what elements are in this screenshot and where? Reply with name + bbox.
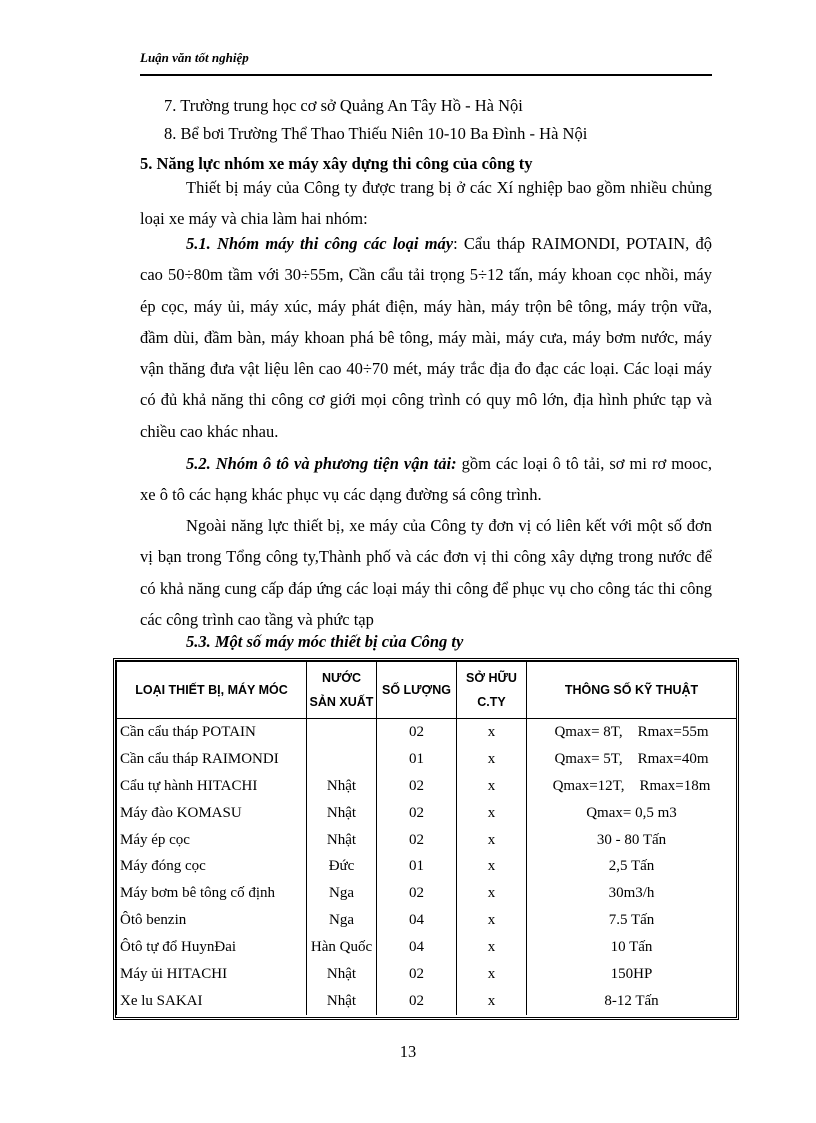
table-row xyxy=(117,988,737,1015)
cell-ownership: x xyxy=(457,800,527,827)
cell-specs: 7.5 Tấn xyxy=(527,907,737,934)
cell-equipment: Máy bơm bê tông cố định xyxy=(117,880,307,907)
cell-origin: Nhật xyxy=(307,827,377,854)
header-specs: THÔNG SỐ KỸ THUẬT xyxy=(527,662,737,719)
cell-origin: Đức xyxy=(307,853,377,880)
table-row xyxy=(117,853,737,880)
cell-origin: Nhật xyxy=(307,988,377,1015)
table-caption: 5.3. Một số máy móc thiết bị của Công ty xyxy=(186,632,464,651)
cell-equipment: Cẩu tự hành HITACHI xyxy=(117,773,307,800)
cell-quantity: 02 xyxy=(377,800,457,827)
cell-ownership: x xyxy=(457,934,527,961)
list-item: 7. Trường trung học cơ sở Quảng An Tây Hồ - Hà Nội xyxy=(164,96,523,115)
cell-equipment: Ôtô benzin xyxy=(117,907,307,934)
cell-equipment: Máy đào KOMASU xyxy=(117,800,307,827)
paragraph-5-1: 5.1. Nhóm máy thi công các loại máy: Cẩu tháp RAIMONDI, POTAIN, độ cao 50÷80m tầm với 30÷55m, Cần cẩu tải trọng 5÷12 tấn, máy khoan cọc nhồi, máy ép cọc, máy ủi, máy xúc, máy phát điện, máy hàn, máy trộn bê tông, máy trộn vữa, đầm dùi, đầm bàn, máy khoan phá bê tông, máy mài, máy cưa, máy bơm nước, máy vận thăng đưa vật liệu lên cao 40÷70 mét, máy trắc địa đo đạc các loại. Các loại máy có đủ khả năng thi công cơ giới mọi công trình có quy mô lớn, địa hình phức tạp và chiều cao khác nhau. xyxy=(140,234,712,441)
cell-ownership: x xyxy=(457,961,527,988)
cell-origin: Nhật xyxy=(307,961,377,988)
table-row xyxy=(117,934,737,961)
cell-quantity: 01 xyxy=(377,853,457,880)
cell-specs: Qmax=12T, Rmax=18m xyxy=(527,773,737,800)
cell-quantity: 02 xyxy=(377,773,457,800)
cell-specs: 150HP xyxy=(527,961,737,988)
cell-origin: Nga xyxy=(307,907,377,934)
table-row xyxy=(117,827,737,854)
cell-specs: Qmax= 8T, Rmax=55m xyxy=(527,719,737,746)
cell-quantity: 01 xyxy=(377,746,457,773)
paragraph-5-2: 5.2. Nhóm ô tô và phương tiện vận tải: gồm các loại ô tô tải, sơ mi rơ mooc, xe ô tô các hạng khác phục vụ các dạng đường sá công trình. xyxy=(140,454,712,505)
cell-equipment: Cần cẩu tháp RAIMONDI xyxy=(117,746,307,773)
header-quantity: SỐ LƯỢNG xyxy=(377,662,457,719)
cell-equipment: Máy ép cọc xyxy=(117,827,307,854)
cell-quantity: 02 xyxy=(377,719,457,746)
cell-ownership: x xyxy=(457,880,527,907)
cell-specs: 8-12 Tấn xyxy=(527,988,737,1015)
table-row xyxy=(117,800,737,827)
cell-ownership: x xyxy=(457,907,527,934)
partner-paragraph: Ngoài năng lực thiết bị, xe máy của Công ty đơn vị có liên kết với một số đơn vị bạn trong Tổng công ty,Thành phố và các đơn vị thi công xây dựng trong nước để có khả năng cung cấp đáp ứng các loại máy thi công để phục vụ cho công tác thi công các công trình cao tầng và phức tạp xyxy=(140,516,712,629)
table-row xyxy=(117,746,737,773)
cell-ownership: x xyxy=(457,773,527,800)
cell-specs: Qmax= 0,5 m3 xyxy=(527,800,737,827)
cell-specs: 2,5 Tấn xyxy=(527,853,737,880)
cell-ownership: x xyxy=(457,827,527,854)
header-equipment: LOẠI THIẾT BỊ, MÁY MÓC xyxy=(117,662,307,719)
header-ownership: SỞ HỮU C.TY xyxy=(457,662,527,719)
list-item: 8. Bể bơi Trường Thể Thao Thiếu Niên 10-10 Ba Đình - Hà Nội xyxy=(164,124,588,143)
table-body xyxy=(117,719,737,1015)
cell-origin: Nhật xyxy=(307,800,377,827)
cell-specs: 30m3/h xyxy=(527,880,737,907)
cell-quantity: 02 xyxy=(377,880,457,907)
cell-equipment: Máy ủi HITACHI xyxy=(117,961,307,988)
table-row xyxy=(117,907,737,934)
header-origin: NƯỚC SẢN XUẤT xyxy=(307,662,377,719)
cell-specs: 30 - 80 Tấn xyxy=(527,827,737,854)
cell-ownership: x xyxy=(457,988,527,1015)
cell-origin: Nhật xyxy=(307,773,377,800)
intro-paragraph: Thiết bị máy của Công ty được trang bị ở các Xí nghiệp bao gồm nhiều chủng loại xe máy và chia làm hai nhóm: xyxy=(140,178,712,229)
running-header: Luận văn tốt nghiệp xyxy=(140,50,249,65)
cell-equipment: Cần cẩu tháp POTAIN xyxy=(117,719,307,746)
equipment-table xyxy=(116,661,737,1015)
cell-origin xyxy=(307,719,377,746)
cell-origin xyxy=(307,746,377,773)
cell-quantity: 02 xyxy=(377,827,457,854)
cell-specs: 10 Tấn xyxy=(527,934,737,961)
table-row xyxy=(117,961,737,988)
cell-quantity: 02 xyxy=(377,961,457,988)
cell-equipment: Ôtô tự đổ HuynĐai xyxy=(117,934,307,961)
table-row xyxy=(117,719,737,746)
cell-quantity: 02 xyxy=(377,988,457,1015)
page-number: 13 xyxy=(399,1042,417,1061)
cell-ownership: x xyxy=(457,719,527,746)
cell-origin: Hàn Quốc xyxy=(307,934,377,961)
cell-quantity: 04 xyxy=(377,934,457,961)
project-list xyxy=(164,92,587,148)
cell-quantity: 04 xyxy=(377,907,457,934)
table-header-row xyxy=(117,662,737,719)
cell-equipment: Máy đóng cọc xyxy=(117,853,307,880)
cell-ownership: x xyxy=(457,746,527,773)
subsection-label-5-2: 5.2. Nhóm ô tô và phương tiện vận tải: xyxy=(186,454,457,473)
cell-equipment: Xe lu SAKAI xyxy=(117,988,307,1015)
section-heading: 5. Năng lực nhóm xe máy xây dựng thi công của công ty xyxy=(140,154,533,173)
table-row xyxy=(117,880,737,907)
equipment-table-frame xyxy=(113,658,739,1020)
table-row xyxy=(117,773,737,800)
header-rule xyxy=(140,74,712,76)
cell-ownership: x xyxy=(457,853,527,880)
subsection-label-5-1: 5.1. Nhóm máy thi công các loại máy xyxy=(186,234,454,253)
cell-specs: Qmax= 5T, Rmax=40m xyxy=(527,746,737,773)
cell-origin: Nga xyxy=(307,880,377,907)
